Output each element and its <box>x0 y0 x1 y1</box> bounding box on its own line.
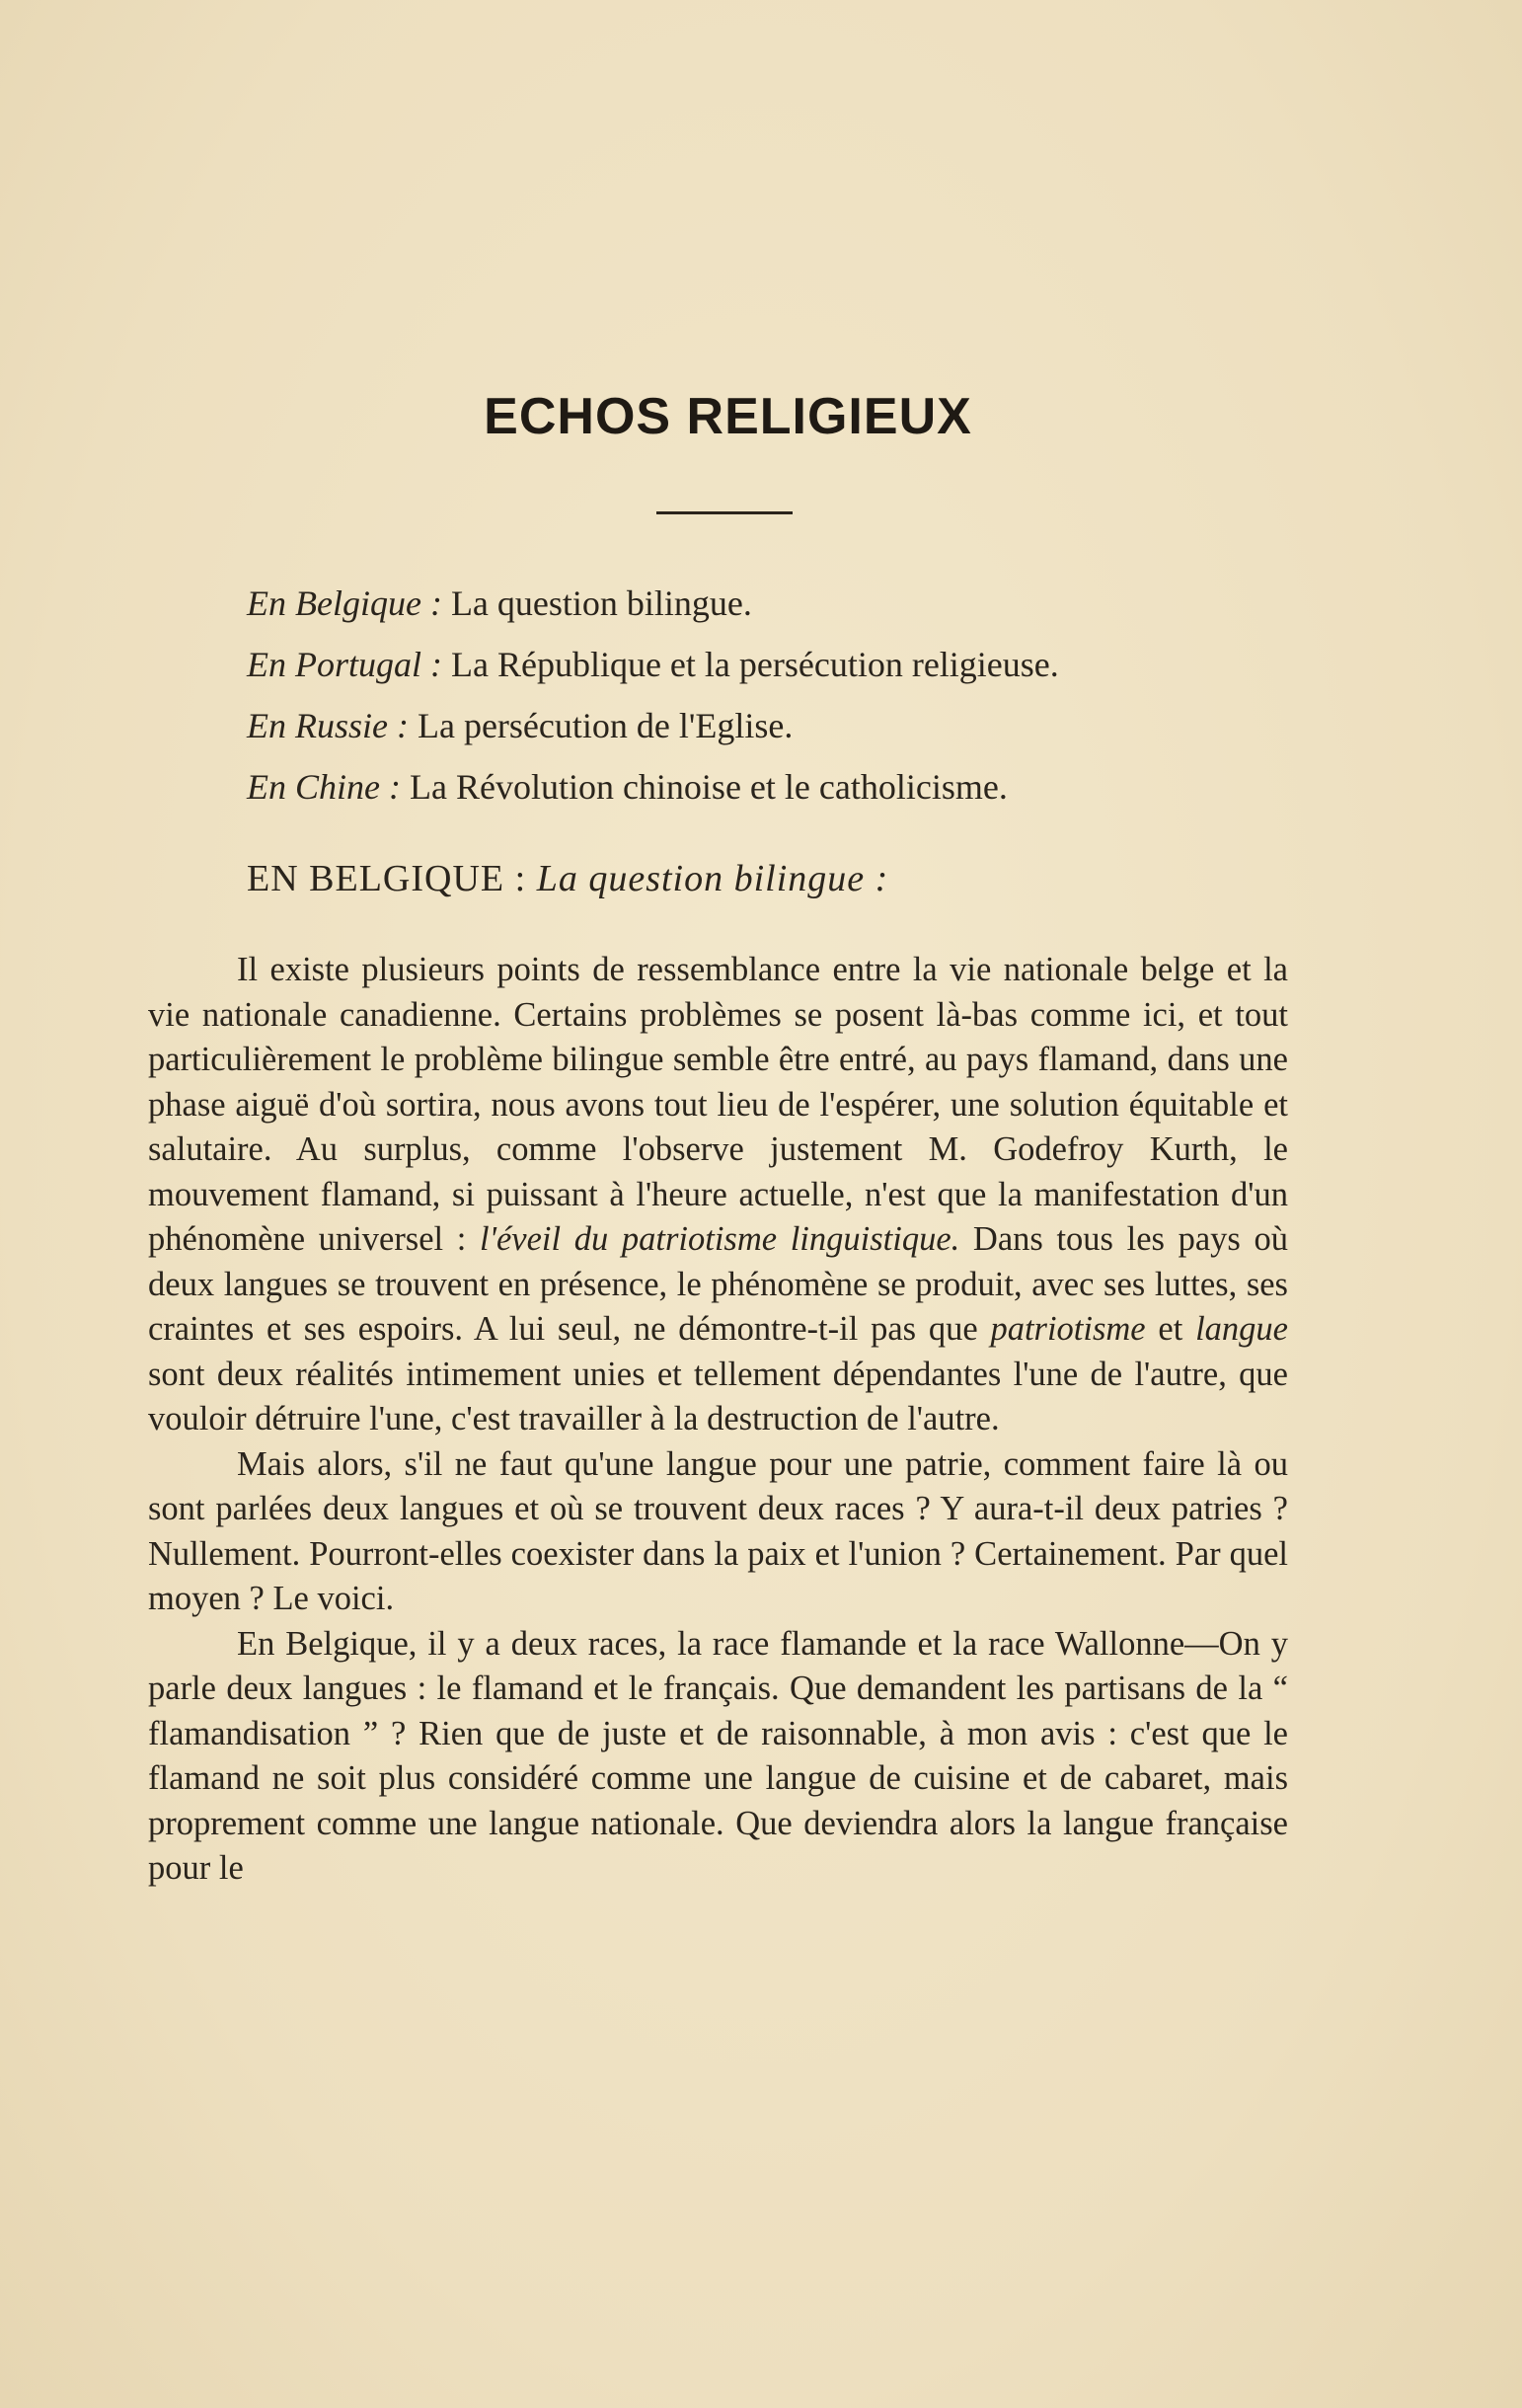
summary-country: En Chine : <box>247 767 401 807</box>
summary-country: En Russie : <box>247 706 409 745</box>
summary-topic: La persécution de l'Eglise. <box>417 706 794 745</box>
summary-topic: La Révolution chinoise et le catholicisme. <box>409 767 1008 807</box>
emphasis-text: langue <box>1195 1310 1288 1348</box>
summary-topic: La question bilingue. <box>450 583 752 623</box>
summary-topic: La République et la persécution religieuse. <box>450 645 1059 684</box>
paragraph: En Belgique, il y a deux races, la race flamande et la race Wallonne—On y parle deux langues : le flamand et le français. Que demandent les partisans de la “ flamandisation ” ? Rien que de juste et de raisonnable, à mon avis : c'est que le flamand ne soit plus considéré comme une langue de cuisine et de cabaret, mais proprement comme une langue nationale. Que deviendra alors la langue française pour le <box>148 1624 1288 1887</box>
section-heading <box>247 857 888 900</box>
emphasis-text: patriotisme <box>990 1310 1146 1348</box>
article-body <box>148 948 1288 1892</box>
summary-item <box>247 573 1303 634</box>
section-heading-label: EN BELGIQUE : <box>247 858 527 899</box>
summary-country: En Belgique : <box>247 583 442 623</box>
paragraph-text: sont deux réalités intimement unies et tellement dépendantes l'une de l'autre, que vouloir détruire l'une, c'est travailler à la destruction de l'autre. <box>148 1355 1288 1437</box>
summary-item <box>247 756 1303 817</box>
section-heading-topic: La question bilingue : <box>536 858 889 899</box>
summary-item <box>247 634 1303 695</box>
summary-item <box>247 695 1303 756</box>
emphasis-text: l'éveil du patriotisme linguistique. <box>480 1220 960 1258</box>
paragraph-text: Dans tous les pays où deux langues se trouvent en présence, le phénomène se produit, avec ses luttes, ses craintes et ses espoirs. A lui seul, ne démontre-t-il pas que <box>148 1220 1288 1348</box>
paragraph: Mais alors, s'il ne faut qu'une langue pour une patrie, comment faire là ou sont parlées deux langues et où se trouvent deux races ? Y aura-t-il deux patries ? Nullement. Pourront-elles coexister dans la paix et l'union ? Certainement. Par quel moyen ? Le voici. <box>148 1444 1288 1617</box>
title-divider <box>656 511 793 514</box>
summary-country: En Portugal : <box>247 645 442 684</box>
page-title: ECHOS RELIGIEUX <box>484 388 972 445</box>
paragraph-text: et <box>1145 1310 1196 1348</box>
paragraph <box>148 948 1288 1442</box>
paragraph-text: Il existe plusieurs points de ressemblance entre la vie nationale belge et la vie nationale canadienne. Certains problèmes se posent là-bas comme ici, et tout particulièrement le problème bilingue semble être entré, au pays flamand, dans une phase aiguë d'où sortira, nous avons tout lieu de l'espérer, une solution équitable et salutaire. Au surplus, comme l'observe justement M. Godefroy Kurth, le mouvement flamand, si puissant à l'heure actuelle, n'est que la manifestation d'un phénomène universel : <box>148 951 1288 1258</box>
summary-list <box>247 573 1303 817</box>
